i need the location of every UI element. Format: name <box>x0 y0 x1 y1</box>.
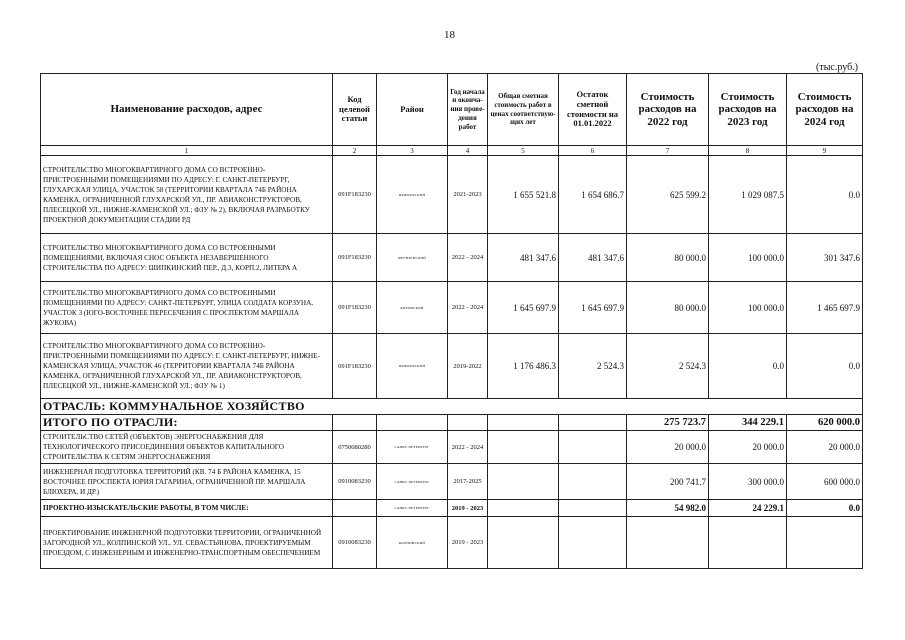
header-cost-2023: Стоимость расходов на 2023 год <box>709 74 787 146</box>
column-number: 9 <box>787 146 863 156</box>
total-cost-2022: 275 723.7 <box>627 415 709 431</box>
header-code: Код целевой статьи <box>333 74 377 146</box>
row-estimate-empty <box>488 500 559 517</box>
total-cost-2023: 344 229.1 <box>709 415 787 431</box>
row-cost-2024: 0.0 <box>787 156 863 234</box>
table-row <box>41 464 863 500</box>
table-row <box>41 282 863 334</box>
row-name: СТРОИТЕЛЬСТВО МНОГОКВАРТИРНОГО ДОМА СО ВСТРОЕННО-ПРИСТРОЕННЫМИ ПОМЕЩЕНИЯМИ ПО АДРЕСУ: Г. САНКТ-ПЕТЕРБУРГ, НИЖНЕ-КАМЕНСКАЯ УЛИЦА, УЧАСТОК 46 (ТЕРРИТОРИИ КВАРТАЛА 74Б РАЙОНА КАМЕНКА, ОГРАНИЧЕННОЙ ГЛУХАРСКОЙ УЛ., ПР. АВИАКОНСТРУКТОРОВ, ПЛЕСЕЦКОЙ УЛ., НИЖНЕ-КАМЕНСКОЙ УЛ.; ФЗУ № 1) <box>41 334 333 399</box>
units-label: (тыс.руб.) <box>816 62 859 73</box>
table-row <box>41 431 863 464</box>
row-name: СТРОИТЕЛЬСТВО МНОГОКВАРТИРНОГО ДОМА СО ВСТРОЕННЫМИ ПОМЕЩЕНИЯМИ ПО АДРЕСУ: САНКТ-ПЕТЕРБУРГ, УЛИЦА СОЛДАТА КОРЗУНА, УЧАСТОК 3 (ЮГО-ВОСТОЧНЕЕ ПЕРЕСЕЧЕНИЯ С ПРОСПЕКТОМ МАРШАЛА ЖУКОВА) <box>41 282 333 334</box>
table-row <box>41 156 863 234</box>
table-row <box>41 234 863 282</box>
total-empty-cell <box>333 415 377 431</box>
row-estimate-empty <box>488 517 559 569</box>
row-district: ФРУНЗЕНСКИЙ <box>377 234 448 282</box>
row-code: 0910083230 <box>333 464 377 500</box>
row-name: СТРОИТЕЛЬСТВО МНОГОКВАРТИРНОГО ДОМА СО ВСТРОЕННО-ПРИСТРОЕННЫМИ ПОМЕЩЕНИЯМИ ПО АДРЕСУ: Г. САНКТ-ПЕТЕРБУРГ, ГЛУХАРСКАЯ УЛИЦА, УЧАСТОК 58 (ТЕРРИТОРИИ КВАРТАЛА 74Б РАЙОНА КАМЕНКА, ОГРАНИЧЕННОЙ ГЛУХАРСКОЙ УЛ., ПР. АВИАКОНСТРУКТОРОВ, ПЛЕСЕЦКОЙ УЛ., НИЖНЕ-КАМЕНСКОЙ УЛ.; ФЗУ № 2), ВКЛЮЧАЯ РАЗРАБОТКУ ПРОЕКТНОЙ ДОКУМЕНТАЦИИ СТАДИИ РД <box>41 156 333 234</box>
total-label: ИТОГО ПО ОТРАСЛИ: <box>41 415 333 431</box>
row-remainder: 1 654 686.7 <box>559 156 627 234</box>
row-years: 2019 - 2023 <box>448 517 488 569</box>
header-estimate: Общая сметная стоимость работ в ценах соответствую-щих лет <box>488 74 559 146</box>
row-code: 0750080280 <box>333 431 377 464</box>
row-years: 2017-2025 <box>448 464 488 500</box>
row-code: 091F183230 <box>333 282 377 334</box>
header-row <box>41 74 863 146</box>
row-estimate: 481 347.6 <box>488 234 559 282</box>
total-empty-cell <box>377 415 448 431</box>
table-row <box>41 517 863 569</box>
row-cost-2024 <box>787 517 863 569</box>
row-cost-2022: 54 982.0 <box>627 500 709 517</box>
column-number: 2 <box>333 146 377 156</box>
column-number: 3 <box>377 146 448 156</box>
column-number: 5 <box>488 146 559 156</box>
row-district: КОЛПИНСКИЙ <box>377 517 448 569</box>
row-cost-2022: 80 000.0 <box>627 282 709 334</box>
row-cost-2023: 0.0 <box>709 334 787 399</box>
page-number: 18 <box>444 29 455 41</box>
row-cost-2024: 1 465 697.9 <box>787 282 863 334</box>
row-cost-2023: 100 000.0 <box>709 234 787 282</box>
row-cost-2022 <box>627 517 709 569</box>
row-estimate: 1 655 521.8 <box>488 156 559 234</box>
row-district: КИРОВСКИЙ <box>377 282 448 334</box>
row-estimate-empty <box>488 464 559 500</box>
header-district: Район <box>377 74 448 146</box>
column-number: 8 <box>709 146 787 156</box>
row-cost-2024: 20 000.0 <box>787 431 863 464</box>
row-remainder: 481 347.6 <box>559 234 627 282</box>
row-cost-2022: 80 000.0 <box>627 234 709 282</box>
row-name: СТРОИТЕЛЬСТВО СЕТЕЙ (ОБЪЕКТОВ) ЭНЕРГОСНАБЖЕНИЯ ДЛЯ ТЕХНОЛОГИЧЕСКОГО ПРИСОЕДИНЕНИЯ ОБЪЕКТОВ КАПИТАЛЬНОГО СТРОИТЕЛЬСТВА К СЕТЯМ ЭНЕРГОСНАБЖЕНИЯ <box>41 431 333 464</box>
column-number: 1 <box>41 146 333 156</box>
header-years: Год начала и оконча-ния прове-дения работ <box>448 74 488 146</box>
row-code: 091F183230 <box>333 334 377 399</box>
column-number: 6 <box>559 146 627 156</box>
row-cost-2024: 301 347.6 <box>787 234 863 282</box>
budget-table <box>40 73 863 569</box>
row-district: САНКТ-ПЕТЕРБУРГ <box>377 500 448 517</box>
section-title: ОТРАСЛЬ: КОММУНАЛЬНОЕ ХОЗЯЙСТВО <box>41 399 863 415</box>
row-code: 0910083230 <box>333 517 377 569</box>
column-number: 7 <box>627 146 709 156</box>
row-estimate-empty <box>488 431 559 464</box>
row-district: ПРИМОРСКИЙ <box>377 156 448 234</box>
row-name: ИНЖЕНЕРНАЯ ПОДГОТОВКА ТЕРРИТОРИЙ (КВ. 74 Б РАЙОНА КАМЕНКА, 15 ВОСТОЧНЕЕ ПРОСПЕКТА ЮРИЯ ГАГАРИНА, ОГРАНИЧЕННОЙ ПР. МАРШАЛА БЛЮХЕРА, И ДР.) <box>41 464 333 500</box>
row-cost-2023: 20 000.0 <box>709 431 787 464</box>
row-code <box>333 500 377 517</box>
row-cost-2022: 20 000.0 <box>627 431 709 464</box>
row-years: 2022 - 2024 <box>448 431 488 464</box>
row-cost-2023: 100 000.0 <box>709 282 787 334</box>
row-cost-2022: 2 524.3 <box>627 334 709 399</box>
row-remainder-empty <box>559 500 627 517</box>
row-district: ПРИМОРСКИЙ <box>377 334 448 399</box>
row-remainder-empty <box>559 431 627 464</box>
row-years: 2019 - 2023 <box>448 500 488 517</box>
row-code: 091F183230 <box>333 234 377 282</box>
row-name: ПРОЕКТНО-ИЗЫСКАТЕЛЬСКИЕ РАБОТЫ, В ТОМ ЧИСЛЕ: <box>41 500 333 517</box>
total-cost-2024: 620 000.0 <box>787 415 863 431</box>
total-empty-cell <box>488 415 559 431</box>
row-remainder: 1 645 697.9 <box>559 282 627 334</box>
row-cost-2022: 625 599.2 <box>627 156 709 234</box>
row-cost-2023 <box>709 517 787 569</box>
row-district: САНКТ-ПЕТЕРБУРГ <box>377 431 448 464</box>
header-cost-2022: Стоимость расходов на 2022 год <box>627 74 709 146</box>
row-name: СТРОИТЕЛЬСТВО МНОГОКВАРТИРНОГО ДОМА СО ВСТРОЕННЫМИ ПОМЕЩЕНИЯМИ, ВКЛЮЧАЯ СНОС ОБЪЕКТА НЕЗАВЕРШЕННОГО СТРОИТЕЛЬСТВА ПО АДРЕСУ: ШИПКИНСКИЙ ПЕР., Д.3, КОРП.2, ЛИТЕРА А <box>41 234 333 282</box>
row-estimate: 1 645 697.9 <box>488 282 559 334</box>
row-code: 091F183230 <box>333 156 377 234</box>
header-name: Наименование расходов, адрес <box>41 74 333 146</box>
column-number: 4 <box>448 146 488 156</box>
row-name: ПРОЕКТИРОВАНИЕ ИНЖЕНЕРНОЙ ПОДГОТОВКИ ТЕРРИТОРИИ, ОГРАНИЧЕННОЙ ЗАГОРОДНОЙ УЛ., КОЛПИНСКОЙ УЛ., УЛ. СЕВАСТЬЯНОВА, ПРОЕКТИРУЕМЫМ ПРОЕЗДОМ, С ИНЖЕНЕРНЫМ И ИНЖЕНЕРНО-ТРАНСПОРТНЫМ ОБЕСПЕЧЕНИЕМ <box>41 517 333 569</box>
row-cost-2024: 0.0 <box>787 334 863 399</box>
column-number-row <box>41 146 863 156</box>
row-cost-2023: 24 229.1 <box>709 500 787 517</box>
row-remainder: 2 524.3 <box>559 334 627 399</box>
total-empty-cell <box>559 415 627 431</box>
row-cost-2023: 300 000.0 <box>709 464 787 500</box>
row-years: 2019-2022 <box>448 334 488 399</box>
table-row <box>41 334 863 399</box>
row-years: 2021-2023 <box>448 156 488 234</box>
header-remainder: Остаток сметной стоимости на 01.01.2022 <box>559 74 627 146</box>
row-remainder-empty <box>559 517 627 569</box>
row-years: 2022 - 2024 <box>448 282 488 334</box>
row-cost-2023: 1 029 087.5 <box>709 156 787 234</box>
header-cost-2024: Стоимость расходов на 2024 год <box>787 74 863 146</box>
row-remainder-empty <box>559 464 627 500</box>
row-cost-2022: 200 741.7 <box>627 464 709 500</box>
section-row <box>41 399 863 415</box>
row-estimate: 1 176 486.3 <box>488 334 559 399</box>
row-district: САНКТ-ПЕТЕРБУРГ <box>377 464 448 500</box>
total-row <box>41 415 863 431</box>
total-empty-cell <box>448 415 488 431</box>
row-cost-2024: 0.0 <box>787 500 863 517</box>
row-cost-2024: 600 000.0 <box>787 464 863 500</box>
table-row <box>41 500 863 517</box>
row-years: 2022 - 2024 <box>448 234 488 282</box>
